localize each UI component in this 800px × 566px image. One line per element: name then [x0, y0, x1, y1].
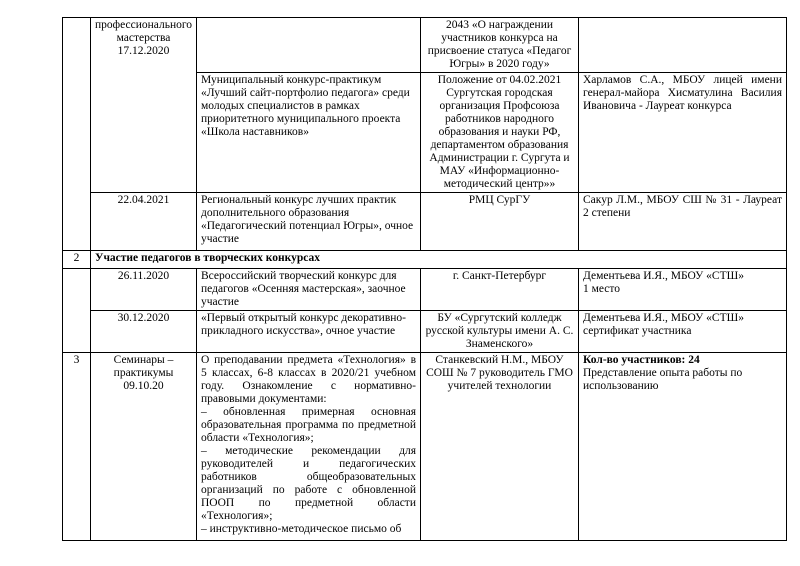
cell-paragraph: Муниципальный конкурс-практикум «Лучший сайт-портфолио педагога» среди молодых специалистов в рамках приоритетного муниципального проекта «Школа наставников»: [201, 74, 410, 138]
row-number-cell: [63, 18, 91, 251]
row-number-cell: [63, 251, 91, 269]
cell-paragraph: – инструктивно-методическое письмо об: [201, 523, 402, 535]
date-cell: [91, 311, 197, 353]
result-cell: [579, 353, 787, 541]
cell-paragraph: Региональный конкурс лучших практик дополнительного образования «Педагогический потенциал Югры», очное участие: [201, 194, 414, 245]
cell-paragraph: 30.12.2020: [117, 312, 170, 324]
cell-paragraph: 2: [73, 252, 80, 264]
date-cell: [91, 193, 197, 251]
cell-paragraph: «Первый открытый конкурс декоративно-прикладного искусства», очное участие: [201, 312, 406, 337]
table-row: [63, 269, 787, 311]
date-cell: [91, 353, 197, 541]
cell-paragraph: Положение от 04.02.2021 Сургутская городская организация Профсоюза работников народного образования и науки РФ, департаментом образования Администрации г. Сургута и МАУ «Информационно-методический центр»»: [429, 74, 570, 190]
result-cell: [579, 18, 787, 73]
event-cell: [197, 353, 421, 541]
cell-paragraph: 2043 «О награждении участников конкурса на присвоение статуса «Педагог Югры» в 2020 году»: [427, 19, 572, 70]
cell-paragraph: 26.11.2020: [117, 270, 170, 282]
event-cell: [197, 193, 421, 251]
cell-paragraph: РМЦ СурГУ: [468, 194, 531, 206]
cell-paragraph: 3: [73, 354, 80, 366]
row-number-cell: [63, 269, 91, 353]
table-row: [63, 251, 787, 269]
cell-paragraph: Сакур Л.М., МБОУ СШ № 31 - Лауреат 2 степени: [583, 194, 782, 219]
event-cell: [197, 311, 421, 353]
cell-paragraph: БУ «Сургутский колледж русской культуры имени А. С. Знаменского»: [425, 312, 574, 350]
table-row: [63, 193, 787, 251]
cell-paragraph: Семинары – практикумы 09.10.20: [113, 354, 174, 392]
date-cell: [91, 18, 197, 193]
cell-paragraph: профессионального мастерства 17.12.2020: [95, 19, 193, 57]
cell-paragraph: – обновленная примерная основная образовательная программа по предметной области «Технология»;: [201, 406, 416, 444]
cell-paragraph: Кол-во участников: 24: [583, 354, 700, 366]
cell-paragraph: Всероссийский творческий конкурс для педагогов «Осенняя мастерская», заочное участие: [201, 270, 406, 308]
organizer-cell: [421, 193, 579, 251]
event-cell: [197, 18, 421, 73]
cell-paragraph: Представление опыта работы по использованию: [583, 367, 743, 392]
cell-paragraph: – методические рекомендации для руководителей и педагогических работников общеобразовательных организаций по работе с обновленной ПООП по предметной области «Технология»;: [201, 445, 416, 522]
cell-paragraph: Станкевский Н.М., МБОУ СОШ № 7 руководитель ГМО учителей технологии: [426, 354, 573, 392]
table-row: [63, 311, 787, 353]
row-number-cell: [63, 353, 91, 541]
result-cell: [579, 73, 787, 193]
section-title-cell: [91, 251, 787, 269]
event-cell: [197, 269, 421, 311]
organizer-cell: [421, 311, 579, 353]
result-cell: [579, 193, 787, 251]
organizer-cell: [421, 353, 579, 541]
date-cell: [91, 269, 197, 311]
cell-paragraph: 22.04.2021: [117, 194, 170, 206]
cell-paragraph: Участие педагогов в творческих конкурсах: [95, 252, 320, 264]
cell-paragraph: Харламов С.А., МБОУ лицей имени генерал-майора Хисматулина Василия Ивановича - Лауреат конкурса: [583, 74, 782, 112]
cell-paragraph: Дементьева И.Я., МБОУ «СТШ»: [583, 312, 744, 324]
cell-paragraph: г. Санкт-Петербург: [452, 270, 547, 282]
event-cell: [197, 73, 421, 193]
result-cell: [579, 269, 787, 311]
table-row: [63, 18, 787, 73]
cell-paragraph: сертификат участника: [583, 325, 692, 337]
cell-paragraph: 1 место: [583, 283, 621, 295]
result-cell: [579, 311, 787, 353]
organizer-cell: [421, 73, 579, 193]
organizer-cell: [421, 269, 579, 311]
table-row: [63, 353, 787, 541]
cell-paragraph: Дементьева И.Я., МБОУ «СТШ»: [583, 270, 744, 282]
organizer-cell: [421, 18, 579, 73]
report-table: [62, 17, 787, 541]
cell-paragraph: О преподавании предмета «Технология» в 5 классах, 6-8 классах в 2020/21 учебном году. Ознакомление с нормативно-правовыми документами:: [201, 354, 416, 405]
